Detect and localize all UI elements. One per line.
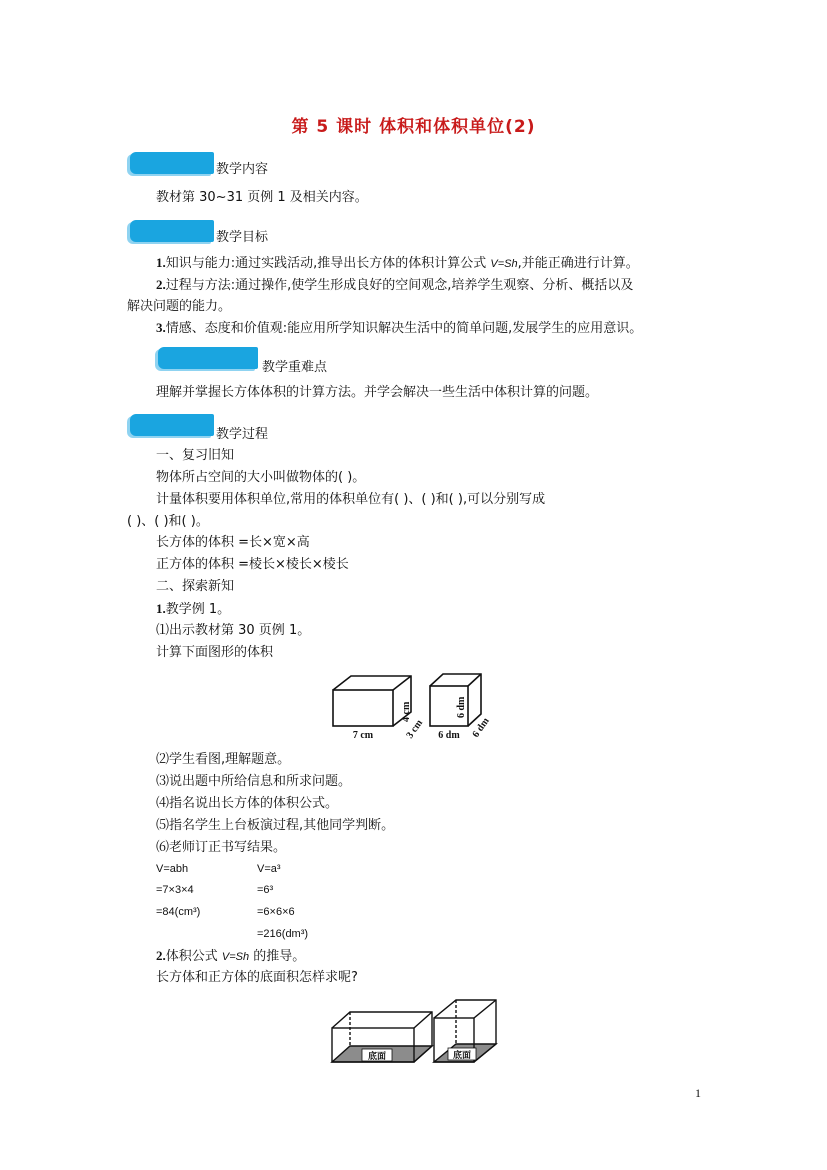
calc-left-3: =84(cm³) xyxy=(156,906,201,918)
example-1-heading: 1.教学例 1。 xyxy=(156,601,231,617)
goal-2: 2.过程与方法:通过操作,使学生形成良好的空间观念,培养学生观察、分析、概括以及 xyxy=(156,277,634,293)
step-4: ⑷指名说出长方体的体积公式。 xyxy=(156,796,339,811)
review-line-4: 长方体的体积 =长×宽×高 xyxy=(156,535,310,550)
step-1-subtext: 计算下面图形的体积 xyxy=(156,645,274,660)
cuboid-height-label: 4 cm xyxy=(401,701,412,722)
step-2: ⑵学生看图,理解题意。 xyxy=(156,752,291,767)
section-marker xyxy=(130,414,214,436)
left-base-label: 底面 xyxy=(367,1051,387,1061)
page-number: 1 xyxy=(695,1086,701,1100)
explore-heading: 二、探索新知 xyxy=(156,579,235,594)
goal-2-continued: 解决问题的能力。 xyxy=(127,299,232,314)
review-line-5: 正方体的体积 =棱长×棱长×棱长 xyxy=(156,557,349,572)
cuboid-length-label: 7 cm xyxy=(352,730,374,741)
left-edge xyxy=(414,1012,432,1028)
content-text: 教材第 30~31 页例 1 及相关内容。 xyxy=(156,190,368,205)
right-edge xyxy=(474,1000,496,1018)
review-heading: 一、复习旧知 xyxy=(156,448,235,463)
cube-edge xyxy=(468,674,481,686)
section-marker xyxy=(130,220,214,242)
review-line-1: 物体所占空间的大小叫做物体的( )。 xyxy=(156,470,366,485)
goal-3: 3.情感、态度和价值观:能应用所学知识解决生活中的简单问题,发展学生的应用意识。 xyxy=(156,320,643,336)
calc-right-1: V=a³ xyxy=(257,863,281,875)
calc-right-3: =6×6×6 xyxy=(257,906,295,918)
section-label: 教学过程 xyxy=(216,427,269,442)
calc-left-2: =7×3×4 xyxy=(156,884,194,896)
section-label: 教学目标 xyxy=(216,230,269,245)
section-marker xyxy=(130,152,214,174)
example-2-heading: 2.体积公式 V=Sh 的推导。 xyxy=(156,948,306,964)
right-base-label: 底面 xyxy=(452,1050,472,1060)
cuboid-edge xyxy=(393,676,411,690)
cuboid-front xyxy=(333,690,393,726)
step-1: ⑴出示教材第 30 页例 1。 xyxy=(156,623,311,638)
volume-figure xyxy=(325,662,500,744)
base-area-question: 长方体和正方体的底面积怎样求呢? xyxy=(156,970,358,985)
section-label: 教学重难点 xyxy=(262,360,328,375)
review-line-2: 计量体积要用体积单位,常用的体积单位有( )、( )和( ),可以分别写成 xyxy=(156,492,546,507)
cube-edge-c-label: 6 dm xyxy=(470,715,492,740)
section-marker xyxy=(158,347,258,369)
goal-1: 1.知识与能力:通过实践活动,推导出长方体的体积计算公式 V=Sh,并能正确进行计算。 xyxy=(156,255,639,271)
cube-edge-b-label: 6 dm xyxy=(456,696,467,718)
page-title: 第 5 课时 体积和体积单位(2) xyxy=(291,117,536,137)
step-6: ⑹老师订正书写结果。 xyxy=(156,840,287,855)
keypoints-text: 理解并掌握长方体体积的计算方法。并学会解决一些生活中体积计算的问题。 xyxy=(156,385,599,400)
cube-edge-a-label: 6 dm xyxy=(438,730,460,741)
review-line-3: ( )、( )和( )。 xyxy=(127,514,209,529)
calc-right-4: =216(dm³) xyxy=(257,928,309,940)
section-label: 教学内容 xyxy=(216,162,269,177)
cuboid-back xyxy=(333,676,411,726)
base-area-figure xyxy=(326,996,498,1068)
step-3: ⑶说出题中所给信息和所求问题。 xyxy=(156,774,352,789)
calc-left-1: V=abh xyxy=(156,863,189,875)
calc-right-2: =6³ xyxy=(257,884,274,896)
cuboid-width-label: 3 cm xyxy=(404,717,426,741)
step-5: ⑸指名学生上台板演过程,其他同学判断。 xyxy=(156,818,395,833)
